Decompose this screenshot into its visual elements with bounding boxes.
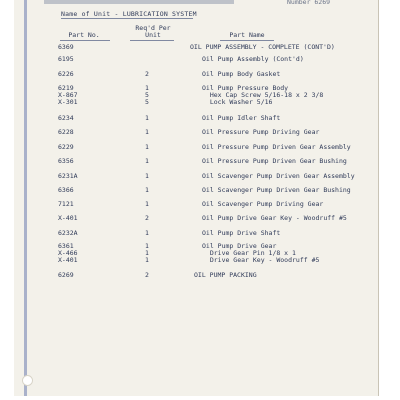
qtys-line: 1 xyxy=(145,256,149,265)
names-line: Oil Scavenger Pump Driven Gear Bushing xyxy=(202,186,351,194)
part-name-cell xyxy=(202,187,392,194)
part-number-cell xyxy=(58,187,118,194)
unit-name-line: Name of Unit - LUBRICATION SYSTEM xyxy=(61,10,197,18)
part-number-cell xyxy=(58,230,118,237)
part-name-cell xyxy=(202,71,392,78)
part-name-cell xyxy=(190,44,380,51)
torn-top-strip xyxy=(44,0,234,4)
names-line: Oil Pump Drive Shaft xyxy=(202,229,281,237)
names-line: Oil Scavenger Pump Driven Gear Assembly xyxy=(202,172,355,180)
part-name-cell xyxy=(194,272,384,279)
qtys-line: 1 xyxy=(145,157,149,165)
qtys-line: 2 xyxy=(145,70,149,78)
qtys-line: 1 xyxy=(145,172,149,180)
names-line: Oil Pump Idler Shaft xyxy=(202,114,281,122)
part-number-cell xyxy=(58,85,118,107)
nos-line: X-466 xyxy=(58,249,78,258)
part-name-underline xyxy=(220,40,274,41)
part-number-cell xyxy=(58,44,118,51)
part-name-cell xyxy=(202,201,392,208)
column-header-reqd-per-unit: Req'd Per Unit xyxy=(135,24,171,39)
qtys-line: 1 xyxy=(145,128,149,136)
qtys-line: 1 xyxy=(145,229,149,237)
nos-line: 6228 xyxy=(58,128,74,136)
nos-line: 6269 xyxy=(58,271,74,279)
quantity-cell xyxy=(132,173,162,180)
qtys-line: 1 xyxy=(145,114,149,122)
quantity-cell xyxy=(132,71,162,78)
part-number-cell xyxy=(58,129,118,136)
part-number-cell xyxy=(58,201,118,208)
quantity-cell xyxy=(132,158,162,165)
qtys-line: 1 xyxy=(145,84,149,92)
qtys-line: 1 xyxy=(145,186,149,194)
part-number-cell xyxy=(58,173,118,180)
qtys-line: 5 xyxy=(145,98,149,107)
quantity-cell xyxy=(132,201,162,208)
names-line: Oil Pressure Pump Driven Gear Bushing xyxy=(202,157,347,165)
part-name-cell xyxy=(202,144,392,151)
quantity-cell xyxy=(132,115,162,122)
names-line: Hex Cap Screw 5/16-18 x 2 3/8 xyxy=(202,91,324,100)
quantity-cell xyxy=(132,243,162,265)
column-header-part-name: Part Name xyxy=(229,31,265,39)
names-line: Oil Pump Assembly (Cont'd) xyxy=(202,55,304,63)
qtys-line: 1 xyxy=(145,249,149,258)
nos-line: 6234 xyxy=(58,114,74,122)
part-number-cell xyxy=(58,158,118,165)
nos-line: X-301 xyxy=(58,98,78,107)
names-line: OIL PUMP PACKING xyxy=(194,271,257,279)
nos-line: 6361 xyxy=(58,242,74,250)
names-line: Oil Scavenger Pump Driving Gear xyxy=(202,200,324,208)
document-page xyxy=(14,0,379,396)
part-name-cell xyxy=(202,230,392,237)
nos-line: 6356 xyxy=(58,157,74,165)
qtys-line: 2 xyxy=(145,214,149,222)
qtys-line: 5 xyxy=(145,91,149,100)
part-number-cell xyxy=(58,115,118,122)
quantity-cell xyxy=(132,215,162,222)
part-name-cell xyxy=(202,173,392,180)
page-edge-mark xyxy=(24,0,27,396)
part-name-cell xyxy=(202,56,392,63)
part-number-cell xyxy=(58,215,118,222)
names-line: Oil Pump Pressure Body xyxy=(202,84,289,92)
nos-line: 6231A xyxy=(58,172,78,180)
names-line: Oil Pump Drive Gear Key - Woodruff #5 xyxy=(202,214,347,222)
part-number-cell xyxy=(58,243,118,265)
quantity-cell xyxy=(132,85,162,107)
qtys-line: 2 xyxy=(145,271,149,279)
column-header-part-no: Part No. xyxy=(68,31,100,39)
nos-line: 7121 xyxy=(58,200,74,208)
quantity-cell xyxy=(132,144,162,151)
part-name-cell xyxy=(202,158,392,165)
unit-underline xyxy=(61,18,193,19)
nos-line: X-401 xyxy=(58,256,78,265)
names-line: Oil Pressure Pump Driven Gear Assembly xyxy=(202,143,351,151)
quantity-cell xyxy=(132,272,162,279)
names-line: Oil Pump Drive Gear xyxy=(202,242,277,250)
quantity-cell xyxy=(132,230,162,237)
quantity-cell xyxy=(132,187,162,194)
names-line: Drive Gear Key - Woodruff #5 xyxy=(202,256,320,265)
part-number-cell xyxy=(58,56,118,63)
punch-hole xyxy=(22,375,33,386)
nos-line: 6232A xyxy=(58,229,78,237)
nos-line: 6229 xyxy=(58,143,74,151)
top-right-number: Number 6269 xyxy=(287,0,331,6)
names-line: Oil Pump Body Gasket xyxy=(202,70,281,78)
part-number-cell xyxy=(58,272,118,279)
part-name-cell xyxy=(202,215,392,222)
part-name-cell xyxy=(202,129,392,136)
quantity-cell xyxy=(132,129,162,136)
nos-line: 6366 xyxy=(58,186,74,194)
part-name-cell xyxy=(202,243,392,265)
nos-line: X-867 xyxy=(58,91,78,100)
names-line: Oil Pressure Pump Driving Gear xyxy=(202,128,320,136)
qtys-line: 1 xyxy=(145,200,149,208)
reqd-underline xyxy=(130,40,174,41)
names-line: Lock Washer 5/16 xyxy=(202,98,273,107)
nos-line: 6195 xyxy=(58,55,74,63)
nos-line: 6369 xyxy=(58,43,74,51)
nos-line: 6219 xyxy=(58,84,74,92)
part-number-cell xyxy=(58,144,118,151)
qtys-line: 1 xyxy=(145,242,149,250)
part-name-cell xyxy=(202,115,392,122)
names-line: Drive Gear Pin 1/8 x 1 xyxy=(202,249,296,258)
nos-line: 6226 xyxy=(58,70,74,78)
part-no-underline xyxy=(60,40,110,41)
part-name-cell xyxy=(202,85,392,107)
qtys-line: 1 xyxy=(145,143,149,151)
part-number-cell xyxy=(58,71,118,78)
nos-line: X-401 xyxy=(58,214,78,222)
names-line: OIL PUMP ASSEMBLY - COMPLETE (CONT'D) xyxy=(190,43,335,51)
